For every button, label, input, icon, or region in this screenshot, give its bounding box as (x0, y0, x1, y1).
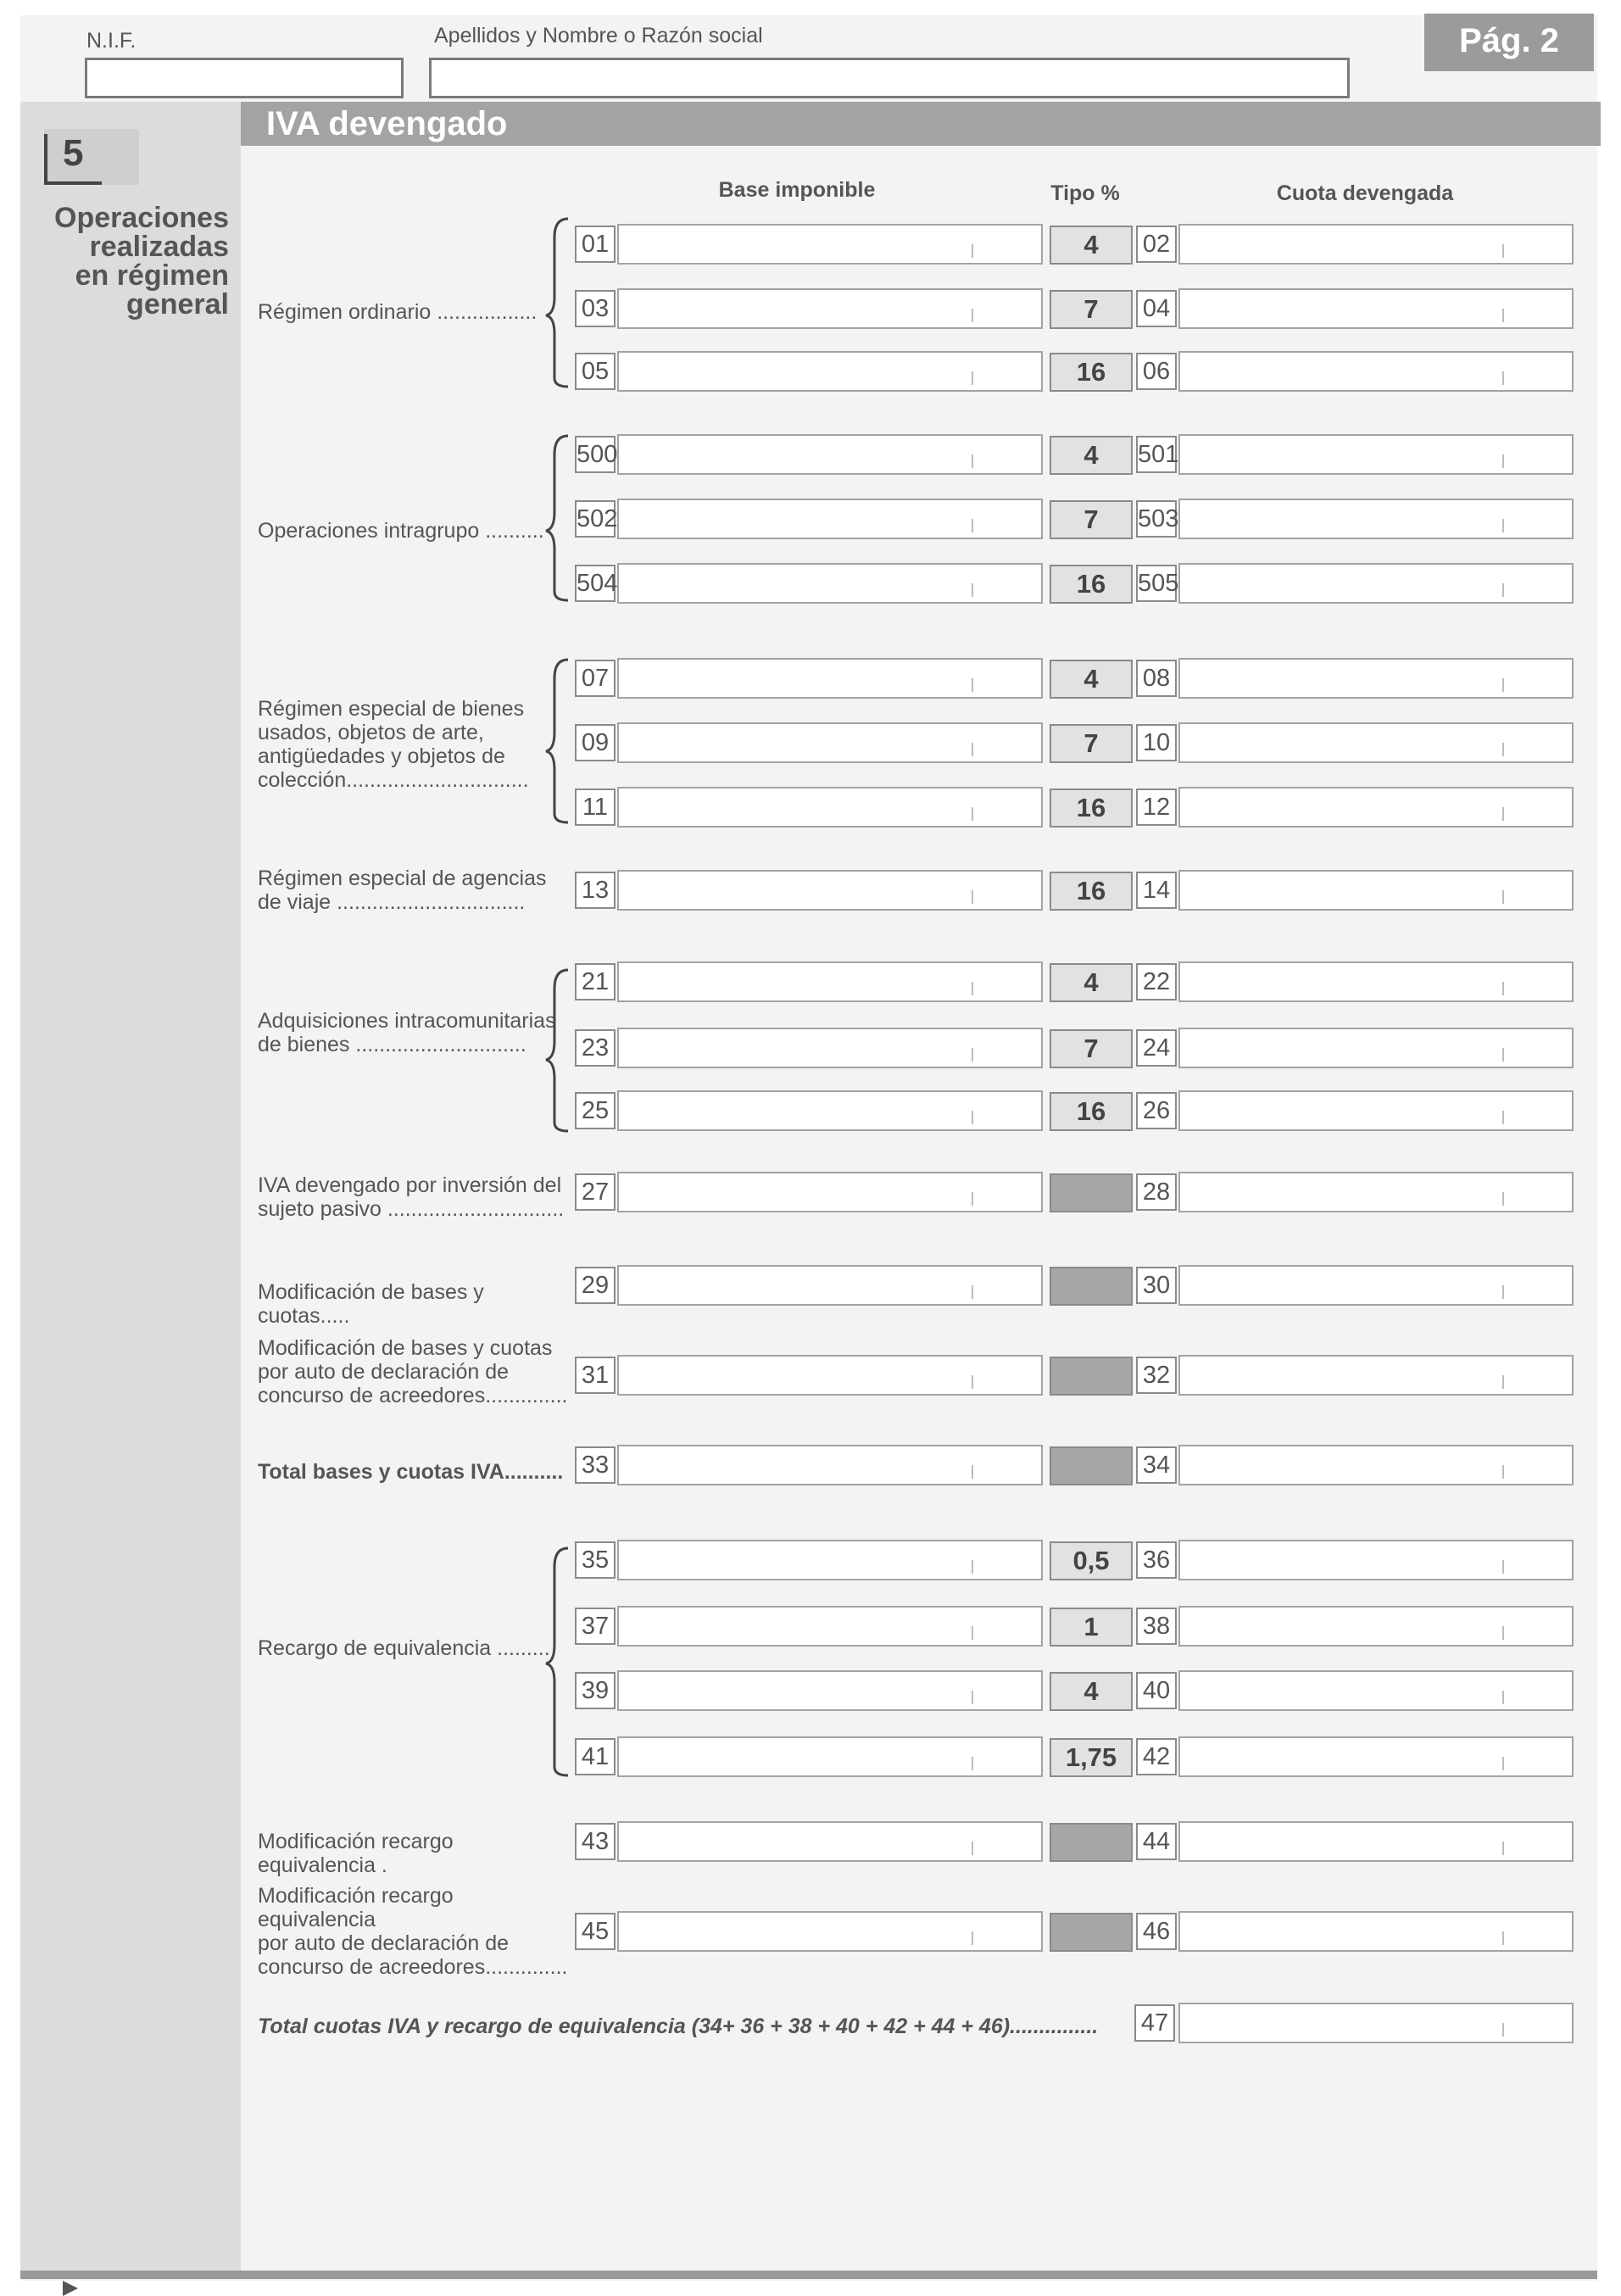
rate-13: 16 (1050, 872, 1133, 911)
field-base-33[interactable] (617, 1445, 1043, 1485)
field-cuota-36[interactable] (1178, 1540, 1574, 1580)
field-base-03[interactable] (617, 288, 1043, 329)
label-modificacion-auto: Modificación de bases y cuotas por auto de declaración de concurso de acreedores.............. (258, 1336, 568, 1407)
rate-31 (1050, 1357, 1133, 1396)
box-code-32: 32 (1136, 1357, 1177, 1394)
label-modificacion-bases: Modificación de bases y cuotas..... (258, 1280, 484, 1328)
label-total-cuotas: Total cuotas IVA y recargo de equivalencia (34+ 36 + 38 + 40 + 42 + 44 + 46)............... (258, 2015, 1099, 2038)
column-tipo: Tipo % (1050, 181, 1120, 205)
box-code-39: 39 (575, 1672, 616, 1709)
box-code-22: 22 (1136, 963, 1177, 1000)
box-code-09: 09 (575, 724, 616, 761)
box-code-41: 41 (575, 1738, 616, 1775)
rate-43 (1050, 1823, 1133, 1862)
box-code-46: 46 (1136, 1913, 1177, 1950)
section-number: 5 (63, 132, 84, 174)
field-cuota-44[interactable] (1178, 1821, 1574, 1862)
iva-devengado-banner (241, 102, 1601, 146)
box-code-500: 500 (575, 436, 616, 473)
field-total-cuotas[interactable] (1178, 2003, 1574, 2043)
label-adquisiciones: Adquisiciones intracomunitarias de bienes ............................. (258, 1009, 556, 1056)
label-modificacion-recargo: Modificación recargo equivalencia . (258, 1830, 454, 1877)
box-code-01: 01 (575, 226, 616, 263)
nif-label: N.I.F. (86, 29, 136, 53)
field-cuota-38[interactable] (1178, 1606, 1574, 1647)
field-base-21[interactable] (617, 961, 1043, 1002)
label-intragrupo: Operaciones intragrupo .......... (258, 519, 544, 543)
box-code-28: 28 (1136, 1173, 1177, 1211)
box-code-38: 38 (1136, 1608, 1177, 1645)
rate-09: 7 (1050, 724, 1133, 763)
box-code-03: 03 (575, 290, 616, 327)
field-base-39[interactable] (617, 1670, 1043, 1711)
box-code-14: 14 (1136, 872, 1177, 909)
box-code-24: 24 (1136, 1029, 1177, 1067)
rate-33 (1050, 1446, 1133, 1485)
label-agencias-viaje: Régimen especial de agencias de viaje ................................ (258, 867, 547, 914)
field-cuota-501[interactable] (1178, 434, 1574, 475)
box-code-34: 34 (1136, 1446, 1177, 1484)
rate-03: 7 (1050, 290, 1133, 329)
box-code-42: 42 (1136, 1738, 1177, 1775)
box-code-505: 505 (1136, 565, 1177, 602)
page-badge (1424, 14, 1594, 71)
field-base-502[interactable] (617, 499, 1043, 539)
field-base-23[interactable] (617, 1028, 1043, 1068)
section-sidebar (20, 102, 241, 2272)
name-label: Apellidos y Nombre o Razón social (434, 24, 763, 47)
rate-502: 7 (1050, 500, 1133, 539)
rate-29 (1050, 1267, 1133, 1306)
box-code-503: 503 (1136, 500, 1177, 538)
rate-11: 16 (1050, 789, 1133, 828)
label-bienes-usados: Régimen especial de bienes usados, objetos de arte, antigüedades y objetos de colección............................... (258, 697, 529, 792)
rate-504: 16 (1050, 565, 1133, 604)
box-code-13: 13 (575, 872, 616, 909)
box-code-43: 43 (575, 1823, 616, 1860)
field-cuota-32[interactable] (1178, 1355, 1574, 1396)
footer-arrow-icon (63, 2281, 78, 2296)
grouping-braces (543, 212, 577, 1908)
box-code-29: 29 (575, 1267, 616, 1304)
field-base-09[interactable] (617, 722, 1043, 763)
box-code-27: 27 (575, 1173, 616, 1211)
label-total-bases: Total bases y cuotas IVA.......... (258, 1460, 564, 1484)
field-base-31[interactable] (617, 1355, 1043, 1396)
field-base-25[interactable] (617, 1090, 1043, 1131)
box-code-502: 502 (575, 500, 616, 538)
rate-39: 4 (1050, 1672, 1133, 1711)
field-cuota-02[interactable] (1178, 224, 1574, 265)
field-base-37[interactable] (617, 1606, 1043, 1647)
field-base-500[interactable] (617, 434, 1043, 475)
field-base-29[interactable] (617, 1265, 1043, 1306)
page-number: Pág. 2 (1459, 22, 1559, 59)
rate-21: 4 (1050, 963, 1133, 1002)
field-cuota-30[interactable] (1178, 1265, 1574, 1306)
field-cuota-40[interactable] (1178, 1670, 1574, 1711)
box-code-12: 12 (1136, 789, 1177, 826)
box-code-23: 23 (575, 1029, 616, 1067)
nif-input[interactable] (85, 58, 404, 98)
field-cuota-04[interactable] (1178, 288, 1574, 329)
label-regimen-ordinario: Régimen ordinario ................. (258, 300, 538, 324)
rate-25: 16 (1050, 1092, 1133, 1131)
field-base-01[interactable] (617, 224, 1043, 265)
column-cuota-devengada: Cuota devengada (1276, 181, 1454, 205)
field-cuota-26[interactable] (1178, 1090, 1574, 1131)
field-base-41[interactable] (617, 1736, 1043, 1777)
section-title: Operaciones realizadas en régimen general (54, 202, 229, 320)
box-code-45: 45 (575, 1913, 616, 1950)
rate-05: 16 (1050, 353, 1133, 392)
box-code-40: 40 (1136, 1672, 1177, 1709)
field-cuota-505[interactable] (1178, 563, 1574, 604)
label-recargo-equivalencia: Recargo de equivalencia ......... (258, 1636, 550, 1660)
box-code-47: 47 (1134, 2004, 1175, 2042)
box-code-11: 11 (575, 789, 616, 826)
field-base-13[interactable] (617, 870, 1043, 911)
box-code-44: 44 (1136, 1823, 1177, 1860)
box-code-504: 504 (575, 565, 616, 602)
box-code-33: 33 (575, 1446, 616, 1484)
section-number-box (44, 129, 139, 185)
rate-01: 4 (1050, 226, 1133, 265)
field-base-07[interactable] (617, 658, 1043, 699)
field-cuota-22[interactable] (1178, 961, 1574, 1002)
rate-500: 4 (1050, 436, 1133, 475)
field-cuota-08[interactable] (1178, 658, 1574, 699)
box-code-35: 35 (575, 1541, 616, 1579)
rate-23: 7 (1050, 1029, 1133, 1068)
field-cuota-12[interactable] (1178, 787, 1574, 828)
rate-35: 0,5 (1050, 1541, 1133, 1580)
column-base-imponible: Base imponible (718, 178, 876, 202)
field-base-11[interactable] (617, 787, 1043, 828)
box-code-36: 36 (1136, 1541, 1177, 1579)
field-base-05[interactable] (617, 351, 1043, 392)
field-cuota-503[interactable] (1178, 499, 1574, 539)
field-cuota-24[interactable] (1178, 1028, 1574, 1068)
box-code-37: 37 (575, 1608, 616, 1645)
box-code-04: 04 (1136, 290, 1177, 327)
box-code-08: 08 (1136, 660, 1177, 697)
field-cuota-46[interactable] (1178, 1911, 1574, 1952)
box-code-21: 21 (575, 963, 616, 1000)
field-base-43[interactable] (617, 1821, 1043, 1862)
field-cuota-28[interactable] (1178, 1172, 1574, 1212)
field-cuota-14[interactable] (1178, 870, 1574, 911)
field-base-45[interactable] (617, 1911, 1043, 1952)
rate-27 (1050, 1173, 1133, 1212)
rate-37: 1 (1050, 1608, 1133, 1647)
banner-title: IVA devengado (266, 105, 508, 142)
box-code-05: 05 (575, 353, 616, 390)
box-code-25: 25 (575, 1092, 616, 1129)
footer-rule (20, 2271, 1597, 2279)
field-cuota-42[interactable] (1178, 1736, 1574, 1777)
name-input[interactable] (429, 58, 1350, 98)
field-base-504[interactable] (617, 563, 1043, 604)
box-code-31: 31 (575, 1357, 616, 1394)
field-cuota-06[interactable] (1178, 351, 1574, 392)
box-code-30: 30 (1136, 1267, 1177, 1304)
field-cuota-34[interactable] (1178, 1445, 1574, 1485)
box-code-501: 501 (1136, 436, 1177, 473)
rate-07: 4 (1050, 660, 1133, 699)
box-code-02: 02 (1136, 226, 1177, 263)
rate-41: 1,75 (1050, 1738, 1133, 1777)
field-base-35[interactable] (617, 1540, 1043, 1580)
field-cuota-10[interactable] (1178, 722, 1574, 763)
box-code-26: 26 (1136, 1092, 1177, 1129)
label-inversion-sujeto-pasivo: IVA devengado por inversión del sujeto pasivo .............................. (258, 1173, 565, 1221)
box-code-10: 10 (1136, 724, 1177, 761)
field-base-27[interactable] (617, 1172, 1043, 1212)
box-code-07: 07 (575, 660, 616, 697)
label-modificacion-recargo-auto: Modificación recargo equivalencia por auto de declaración de concurso de acreedores.............. (258, 1884, 568, 1979)
box-code-06: 06 (1136, 353, 1177, 390)
rate-45 (1050, 1913, 1133, 1952)
